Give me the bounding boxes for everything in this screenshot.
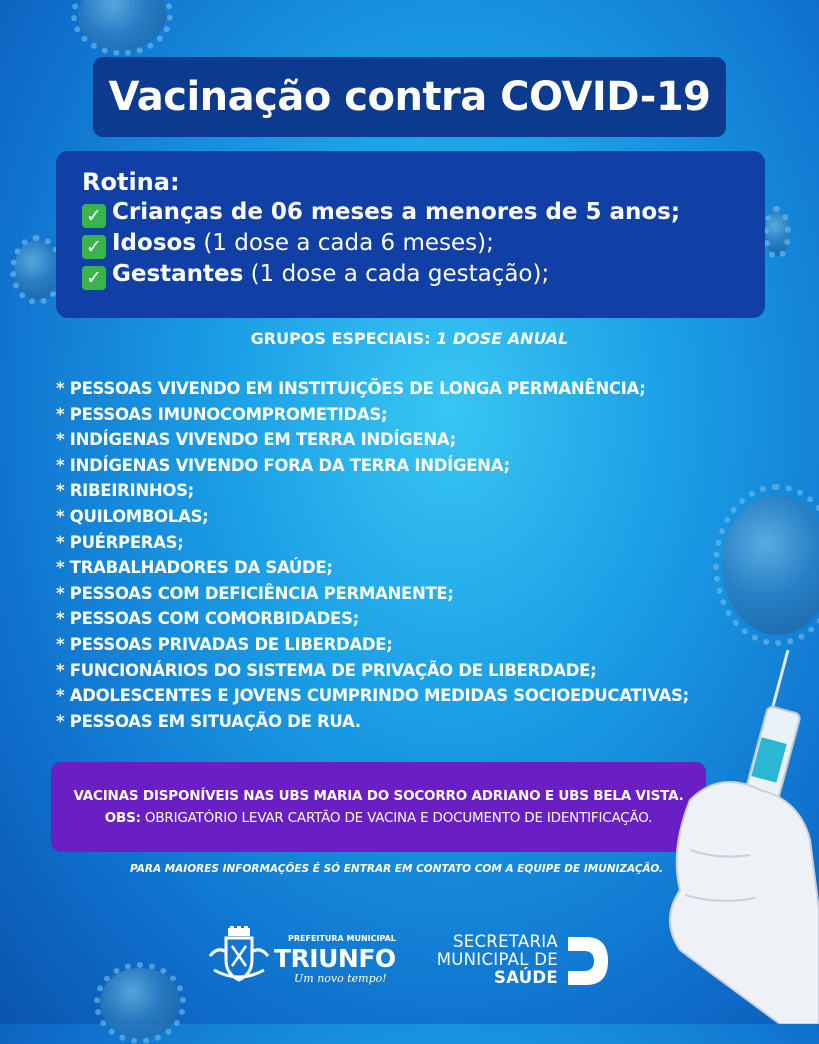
list-item: * PUÉRPERAS;	[56, 532, 184, 552]
rotina-item-criancas: ✓ Crianças de 06 meses a menores de 5 anos;	[82, 197, 739, 228]
info-panel	[51, 762, 706, 852]
list-item: * QUILOMBOLAS;	[56, 506, 209, 526]
prefeitura-name: TRIUNFO	[274, 944, 396, 973]
check-mark-icon: ✓	[82, 204, 106, 228]
rotina-item-gestantes: ✓ Gestantes (1 dose a cada gestação);	[82, 259, 739, 290]
rotina-panel	[56, 151, 765, 318]
grupos-especiais-heading: GRUPOS ESPECIAIS: 1 DOSE ANUAL	[250, 329, 569, 348]
list-item: * ADOLESCENTES E JOVENS CUMPRINDO MEDIDAS SOCIOEDUCATIVAS;	[56, 686, 689, 706]
list-item: * FUNCIONÁRIOS DO SISTEMA DE PRIVAÇÃO DE LIBERDADE;	[56, 660, 597, 680]
list-item: * PESSOAS PRIVADAS DE LIBERDADE;	[56, 634, 393, 654]
list-item: * PESSOAS IMUNOCOMPROMETIDAS;	[56, 404, 388, 424]
list-item: * RIBEIRINHOS;	[56, 481, 194, 501]
saude-line-3: SAÚDE	[493, 968, 558, 987]
virus-particle-bottom	[100, 968, 180, 1038]
prefeitura-slogan: Um novo tempo!	[294, 972, 387, 985]
crest-icon	[208, 926, 270, 984]
vacinas-disponiveis-text: VACINAS DISPONÍVEIS NAS UBS MARIA DO SOCORRO ADRIANO E UBS BELA VISTA.	[73, 788, 684, 804]
rotina-heading: Rotina:	[82, 168, 180, 196]
list-item: * TRABALHADORES DA SAÚDE;	[56, 558, 333, 578]
secretaria-saude-logo	[425, 933, 610, 991]
virus-particle-right-small	[765, 210, 789, 256]
saude-line-2: MUNICIPAL DE	[436, 950, 558, 969]
obs-text: OBS: OBRIGATÓRIO LEVAR CARTÃO DE VACINA E DOCUMENTO DE IDENTIFICAÇÃO.	[104, 810, 653, 826]
virus-particle-left	[14, 240, 60, 300]
list-item: * INDÍGENAS VIVENDO FORA DA TERRA INDÍGENA;	[56, 455, 510, 475]
check-mark-icon: ✓	[82, 266, 106, 290]
list-item: * PESSOAS COM DEFICIÊNCIA PERMANENTE;	[56, 583, 454, 603]
list-item: * PESSOAS VIVENDO EM INSTITUIÇÕES DE LONGA PERMANÊNCIA;	[56, 379, 646, 398]
syringe-hand-illustration	[660, 650, 819, 1024]
grupos-especiais-list	[56, 376, 689, 734]
check-mark-icon: ✓	[82, 235, 106, 259]
virus-particle-right-large	[722, 495, 819, 635]
saude-line-1: SECRETARIA	[452, 932, 558, 951]
prefeitura-logo	[208, 926, 403, 988]
saude-d-mark-icon	[566, 935, 610, 987]
virus-particle-top	[78, 0, 166, 50]
page-title: Vacinação contra COVID-19	[108, 74, 711, 120]
prefeitura-label: PREFEITURA MUNICIPAL	[288, 934, 396, 943]
rotina-item-idosos: ✓ Idosos (1 dose a cada 6 meses);	[82, 228, 739, 259]
list-item: * PESSOAS EM SITUAÇÃO DE RUA.	[56, 711, 361, 731]
list-item: * PESSOAS COM COMORBIDADES;	[56, 609, 359, 629]
list-item: * INDÍGENAS VIVENDO EM TERRA INDÍGENA;	[56, 430, 456, 450]
contact-note: PARA MAIORES INFORMAÇÕES É SÓ ENTRAR EM CONTATO COM A EQUIPE DE IMUNIZAÇÃO.	[130, 863, 664, 875]
title-banner	[93, 57, 726, 137]
